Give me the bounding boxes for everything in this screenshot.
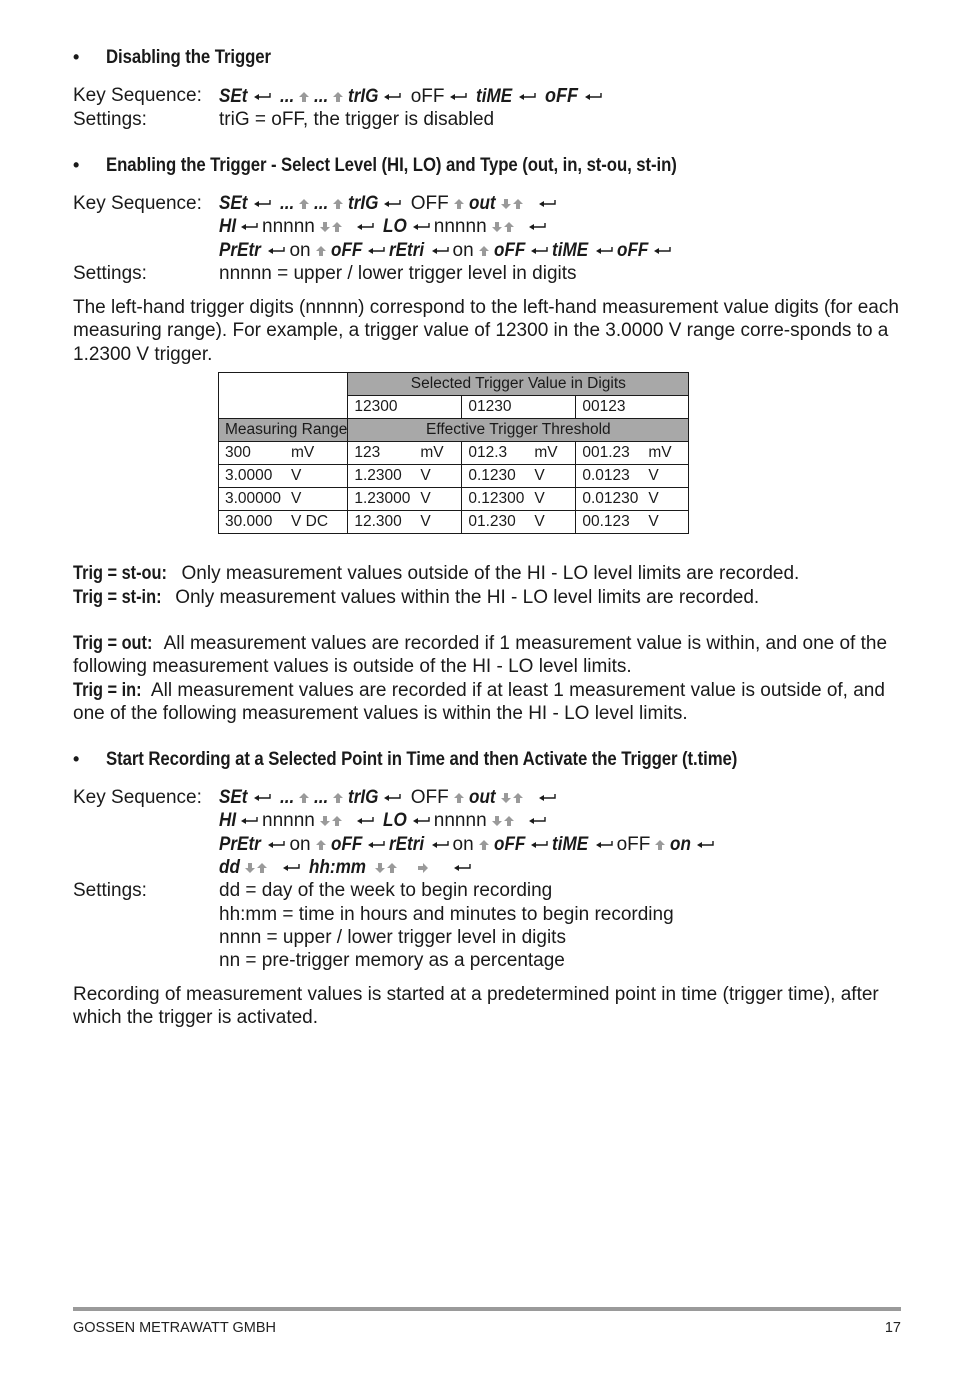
cell-value: 123 (354, 444, 381, 461)
cell-unit: V (534, 467, 545, 484)
enter-icon (253, 793, 271, 803)
trig-in-note (73, 679, 903, 726)
settings-text: triG = oFF, the trigger is disabled (219, 109, 495, 130)
up-arrow-icon (478, 245, 490, 257)
key-set: SEt (219, 86, 248, 107)
up-arrow-icon (298, 91, 310, 103)
trig-st-in-note (73, 586, 903, 609)
cell-value: 3.00000 (225, 490, 282, 507)
table-digits-cell: 01230 (462, 396, 576, 419)
up-arrow-icon (315, 839, 327, 851)
key-trig: trIG (347, 86, 379, 107)
cell-unit: V (291, 490, 302, 507)
right-arrow-icon (417, 862, 429, 874)
enter-icon (449, 92, 467, 102)
trigger-threshold-table (218, 372, 689, 534)
ellipsis: ... (313, 787, 329, 808)
up-arrow-icon (298, 792, 310, 804)
table-row (219, 511, 689, 534)
enter-icon (538, 793, 556, 803)
up-arrow-icon (315, 245, 327, 257)
enter-icon (538, 199, 556, 209)
cell-value: 0.1230 (468, 467, 516, 484)
value-on: on (452, 834, 474, 855)
section2-heading: Enabling the Trigger - Select Level (HI, LO) and Type (out, in, st-ou, st-in) (106, 154, 677, 176)
note-text: All measurement values are recorded if 1 measurement value is within, and one of the following measurement values is outside of the HI - LO level limits. (73, 633, 888, 678)
down-arrow-icon (244, 862, 256, 874)
up-arrow-icon (453, 198, 465, 210)
value-nnnnn: nnnnn (262, 216, 315, 237)
cell-unit: V (420, 467, 431, 484)
up-arrow-icon (256, 862, 268, 874)
enter-icon (518, 92, 536, 102)
key-off: oFF (330, 834, 362, 855)
up-arrow-icon (503, 221, 515, 233)
up-arrow-icon (386, 862, 398, 874)
key-sequence-label: Key Sequence: (73, 193, 202, 214)
key-retri: rEtri (389, 834, 425, 855)
enter-icon (356, 222, 374, 232)
table-header-range: Measuring Range (219, 419, 348, 442)
trig-st-ou-note (73, 562, 903, 585)
up-arrow-icon (478, 839, 490, 851)
up-arrow-icon (332, 792, 344, 804)
value-off: oFF (616, 834, 651, 855)
page-number: 17 (884, 1320, 901, 1336)
cell-value: 1.23000 (354, 490, 411, 507)
down-arrow-icon (491, 221, 503, 233)
table-digits-cell: 00123 (576, 396, 689, 419)
cell-unit: mV (291, 444, 315, 461)
key-sequence-label: Key Sequence: (73, 85, 202, 106)
settings-text: hh:mm = time in hours and minutes to begin recording (219, 904, 674, 925)
enter-icon (383, 199, 401, 209)
key-out: out (468, 193, 496, 214)
settings-label: Settings: (73, 109, 147, 130)
key-off: oFF (493, 834, 526, 855)
value-off: OFF (410, 193, 449, 214)
value-nnnnn: nnnnn (433, 810, 487, 831)
enter-icon (356, 816, 374, 826)
down-arrow-icon (500, 792, 512, 804)
enter-icon (412, 222, 430, 232)
note-label: Trig = out: (73, 633, 153, 654)
enter-icon (530, 840, 548, 850)
cell-unit: mV (648, 444, 672, 461)
key-pretr: PrEtr (219, 834, 261, 855)
value-on: on (289, 240, 311, 261)
cell-unit: V (420, 513, 431, 530)
bullet: • (73, 749, 80, 769)
enter-icon (267, 246, 285, 256)
up-arrow-icon (332, 91, 344, 103)
key-off: oFF (616, 240, 648, 261)
key-pretr: PrEtr (219, 240, 261, 261)
cell-value: 12.300 (354, 513, 402, 530)
note-text: Only measurement values within the HI - LO level limits are recorded. (169, 587, 760, 608)
cell-value: 3.0000 (225, 467, 273, 484)
section3-heading: Start Recording at a Selected Point in Time and then Activate the Trigger (t.time) (106, 748, 738, 770)
key-set: SEt (219, 787, 248, 808)
key-off: oFF (330, 240, 362, 261)
enter-icon (253, 92, 271, 102)
cell-value: 012.3 (468, 444, 508, 461)
note-text: All measurement values are recorded if at least 1 measurement value is outside of, and one of the following measurement values is within the HI - LO level limits. (73, 680, 885, 725)
enter-icon (383, 92, 401, 102)
up-arrow-icon (512, 792, 524, 804)
key-out: out (468, 787, 496, 808)
cell-value: 00.123 (582, 513, 630, 530)
ellipsis: ... (313, 193, 329, 214)
up-arrow-icon (512, 198, 524, 210)
enter-icon (367, 246, 385, 256)
cell-unit: mV (534, 444, 558, 461)
enter-icon (267, 840, 285, 850)
section3-paragraph: Recording of measurement values is started at a predetermined point in time (trigger time), after which the trigger is activated. (73, 984, 879, 1029)
ellipsis: ... (279, 86, 295, 107)
table-header-effective: Effective Trigger Threshold (348, 419, 689, 442)
note-text: Only measurement values outside of the HI - LO level limits are recorded. (176, 563, 800, 584)
enter-icon (453, 863, 471, 873)
cell-unit: V DC (291, 513, 329, 530)
cell-unit: V (534, 490, 545, 507)
up-arrow-icon (453, 792, 465, 804)
enter-icon (282, 863, 300, 873)
bullet: • (73, 47, 80, 67)
up-arrow-icon (298, 198, 310, 210)
down-arrow-icon (374, 862, 386, 874)
key-trig: trIG (347, 193, 379, 214)
bullet: • (73, 155, 80, 175)
enter-icon (240, 222, 258, 232)
cell-value: 0.12300 (468, 490, 525, 507)
cell-value: 0.01230 (582, 490, 639, 507)
down-arrow-icon (491, 815, 503, 827)
cell-unit: V (534, 513, 545, 530)
cell-unit: V (648, 467, 659, 484)
cell-value: 0.0123 (582, 467, 630, 484)
note-label: Trig = st-in: (73, 587, 162, 608)
cell-value: 300 (225, 444, 251, 461)
key-off: oFF (493, 240, 526, 261)
key-hhmm: hh:mm (308, 857, 366, 878)
key-hi: HI (219, 216, 237, 237)
enter-icon (431, 840, 449, 850)
key-dd: dd (219, 857, 240, 878)
enter-icon (412, 816, 430, 826)
footer-company: GOSSEN METRAWATT GMBH (73, 1320, 277, 1336)
cell-value: 001.23 (582, 444, 630, 461)
settings-text: dd = day of the week to begin recording (219, 880, 553, 901)
up-arrow-icon (654, 839, 666, 851)
key-retri: rEtri (389, 240, 425, 261)
value-nnnnn: nnnnn (433, 216, 487, 237)
key-set: SEt (219, 193, 248, 214)
value-off: OFF (410, 787, 449, 808)
cell-unit: mV (420, 444, 444, 461)
cell-unit: V (420, 490, 431, 507)
settings-label: Settings: (73, 880, 147, 901)
value-on: on (452, 240, 474, 261)
table-row (219, 442, 689, 465)
down-arrow-icon (319, 815, 331, 827)
ellipsis: ... (279, 787, 295, 808)
value-nnnnn: nnnnn (262, 810, 315, 831)
cell-unit: V (291, 467, 302, 484)
enter-icon (528, 222, 546, 232)
table-corner-cell (219, 373, 348, 396)
enter-icon (383, 793, 401, 803)
key-trig: trIG (347, 787, 379, 808)
key-off: oFF (545, 85, 579, 107)
enter-icon (240, 816, 258, 826)
down-arrow-icon (319, 221, 331, 233)
settings-label: Settings: (73, 263, 147, 284)
key-time: tiME (475, 86, 512, 107)
enter-icon (584, 92, 602, 102)
enter-icon (595, 840, 613, 850)
ellipsis: ... (279, 193, 295, 214)
trig-out-note (73, 632, 903, 679)
cell-value: 30.000 (225, 513, 273, 530)
cell-unit: V (648, 513, 659, 530)
footer-rule (73, 1307, 901, 1311)
cell-value: 01.230 (468, 513, 516, 530)
down-arrow-icon (500, 198, 512, 210)
key-time: tiME (552, 240, 589, 261)
key-lo: LO (383, 216, 408, 237)
key-hi: HI (219, 810, 237, 831)
up-arrow-icon (331, 221, 343, 233)
settings-text: nn = pre-trigger memory as a percentage (219, 950, 565, 971)
table-digits-cell: 12300 (348, 396, 462, 419)
value-off: oFF (410, 86, 445, 107)
cell-unit: V (648, 490, 659, 507)
up-arrow-icon (332, 198, 344, 210)
up-arrow-icon (503, 815, 515, 827)
enter-icon (253, 199, 271, 209)
settings-text: nnnnn = upper / lower trigger level in digits (219, 263, 577, 284)
cell-value: 1.2300 (354, 467, 402, 484)
section2-paragraph: The left-hand trigger digits (nnnnn) correspond to the left-hand measurement value digits (for each measuring range). For example, a trigger value of 12300 in the 3.0000 V range corre-sponds to a 1.2300 V trigger. (73, 297, 899, 365)
table-row (219, 465, 689, 488)
up-arrow-icon (331, 815, 343, 827)
table-row (219, 488, 689, 511)
enter-icon (530, 246, 548, 256)
key-sequence-label: Key Sequence: (73, 787, 202, 808)
settings-text: nnnn = upper / lower trigger level in digits (219, 927, 566, 948)
note-label: Trig = st-ou: (73, 563, 167, 584)
note-label: Trig = in: (73, 680, 142, 701)
enter-icon (653, 246, 671, 256)
ellipsis: ... (313, 86, 329, 107)
table-header-selected: Selected Trigger Value in Digits (348, 373, 689, 396)
key-time: tiME (552, 834, 589, 855)
enter-icon (696, 840, 714, 850)
enter-icon (367, 840, 385, 850)
section1-heading: Disabling the Trigger (106, 46, 271, 68)
enter-icon (528, 816, 546, 826)
key-lo: LO (383, 810, 408, 831)
value-on: on (289, 834, 311, 855)
table-empty-cell (219, 396, 348, 419)
key-on: on (670, 834, 692, 855)
enter-icon (595, 246, 613, 256)
enter-icon (431, 246, 449, 256)
